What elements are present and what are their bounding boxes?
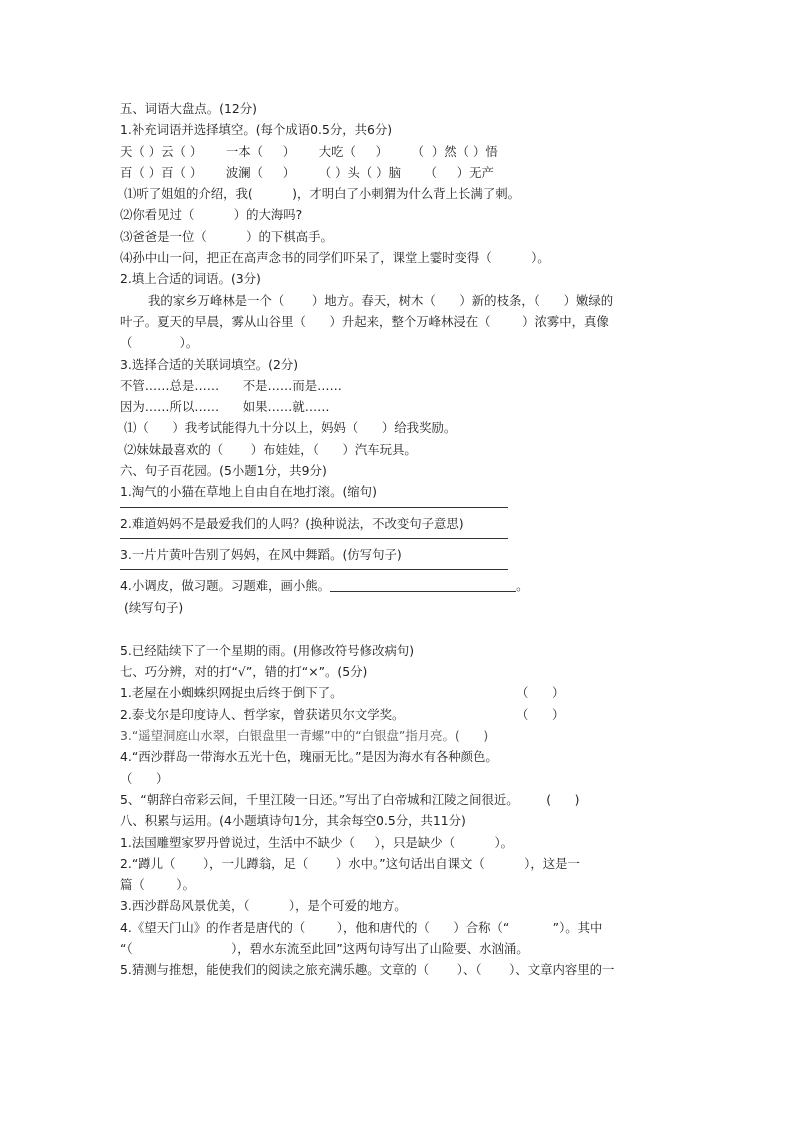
sec7-item-4: 4.“西沙群岛一带海水五光十色，瑰丽无比。”是因为海水有各种颜色。 xyxy=(120,749,498,765)
answer-line-2 xyxy=(120,534,680,544)
sec5-q3-options-2: 因为……所以…… 如果……就…… xyxy=(120,399,330,415)
sec5-q1-sentence-4: ⑷孙中山一问，把正在高声念书的同学们吓呆了，课堂上霎时变得（ ）。 xyxy=(120,250,550,266)
sec6-q2: 2.难道妈妈不是最爱我们的人吗？(换种说法，不改变句子意思) xyxy=(120,515,464,531)
sec7-item-2-text: 2.泰戈尔是印度诗人、哲学家，曾获诺贝尔文学奖。 xyxy=(120,706,405,722)
sec5-q1-stem: 1.补充词语并选择填空。(每个成语0.5分，共6分) xyxy=(120,122,393,138)
sec7-item-5: 5、“朝辞白帝彩云间，千里江陵一日还。”写出了白帝城和江陵之间很近。 ( ) xyxy=(120,791,580,807)
sec5-q1-row1: 天（ ）云（ ） 一本（ ） 大吃（ ） （ ）然（ ）悟 xyxy=(120,143,498,159)
answer-line-1 xyxy=(120,503,680,513)
section-6-title: 六、句子百花园。(5小题1分，共9分) xyxy=(120,463,327,479)
sec7-item-1-text: 1.老屋在小蜘蛛织网捉虫后终于倒下了。 xyxy=(120,685,343,701)
sec8-q4-line-2: “（ ），碧水东流至此回”这两句诗写出了山险要、水汹涌。 xyxy=(120,940,529,956)
sec7-item-1-mark: （ ） xyxy=(516,685,565,701)
sec7-item-1 xyxy=(120,682,680,703)
sec7-item-3: 3.“遥望洞庭山水翠，白银盘里一青螺”中的“白银盘”指月亮。( ) xyxy=(120,728,489,744)
sec5-q2-stem: 2.填上合适的词语。(3分) xyxy=(120,271,261,287)
sec5-q2-line-2: 叶子。夏天的早晨，雾从山谷里（ ）升起来，整个万峰林浸在（ ）浓雾中，真像 xyxy=(120,313,609,329)
sec8-q2-line-1: 2.“蹲儿（ ），一儿蹲翁，足（ ）水中。”这句话出自课文（ ），这是一 xyxy=(120,855,580,871)
sec5-q2-line-3: （ ）。 xyxy=(120,335,199,351)
sec6-q3: 3.一片片黄叶告别了妈妈，在风中舞蹈。(仿写句子) xyxy=(120,546,402,562)
sec8-q3: 3.西沙群岛风景优美，（ ），是个可爱的地方。 xyxy=(120,898,407,914)
sec6-q1: 1.淘气的小猫在草地上自由自在地打滚。(缩句) xyxy=(120,484,377,500)
section-8-title: 八、积累与运用。(4小题填诗句1分，其余每空0.5分，共11分) xyxy=(120,813,466,829)
section-7-title: 七、巧分辨，对的打“√”，错的打“×”。(5分) xyxy=(120,664,368,680)
sec8-q2-line-2: 篇（ ）。 xyxy=(120,877,195,893)
exam-content xyxy=(120,98,680,981)
sec6-q4-text: 4.小调皮，做习题。习题难，画小熊。 xyxy=(120,578,331,594)
sec5-q2-line-1: 我的家乡万峰林是一个（ ）地方。春天，树木（ ）新的枝条，（ ）嫩绿的 xyxy=(148,292,614,308)
sec6-q4-note: (续写句子) xyxy=(124,599,184,615)
section-5-title: 五、词语大盘点。(12分) xyxy=(120,101,257,116)
sec5-q1-sentence-3: ⑶爸爸是一位（ ）的下棋高手。 xyxy=(120,228,333,244)
sec7-item-4-mark: （ ） xyxy=(120,770,169,786)
sec7-item-2-mark: （ ） xyxy=(516,706,565,722)
sec6-q4: 4.小调皮，做习题。习题难，画小熊。 。 xyxy=(120,578,529,594)
sec5-q1-row2: 百（ ）百（ ） 波澜（ ） （ ）头（ ）脑 （ ）无产 xyxy=(120,164,494,180)
sec5-q1-sentence-1: ⑴听了姐姐的介绍，我( )，才明白了小刺猬为什么背上长满了刺。 xyxy=(124,186,520,202)
sec7-item-2 xyxy=(120,704,680,725)
sec6-q4-blank xyxy=(330,577,516,592)
sec6-q5: 5.已经陆续下了一个星期的雨。(用修改符号修改病句) xyxy=(120,642,415,658)
sec8-q4-line-1: 4.《望天门山》的作者是唐代的（ ），他和唐代的（ ）合称（“ ”）。其中 xyxy=(120,919,603,935)
sec5-q1-sentence-2: ⑵你看见过（ ）的大海吗? xyxy=(120,207,303,223)
sec5-q3-stem: 3.选择合适的关联词填空。(2分) xyxy=(120,356,299,372)
sec5-q3-options-1: 不管……总是…… 不是……而是…… xyxy=(120,377,342,393)
sec5-q3-sentence-2: ⑵妹妹最喜欢的（ ）布娃娃，（ ）汽车玩具。 xyxy=(124,441,417,457)
sec8-q5: 5.猜测与推想，能使我们的阅读之旅充满乐趣。文章的（ ）、（ ）、文章内容里的一 xyxy=(120,962,615,978)
sec8-q1: 1.法国雕塑家罗丹曾说过，生活中不缺少（ ），只是缺少（ ）。 xyxy=(120,834,514,850)
answer-line-3 xyxy=(120,565,680,575)
sec5-q3-sentence-1: ⑴（ ）我考试能得九十分以上，妈妈（ ）给我奖励。 xyxy=(124,420,457,436)
